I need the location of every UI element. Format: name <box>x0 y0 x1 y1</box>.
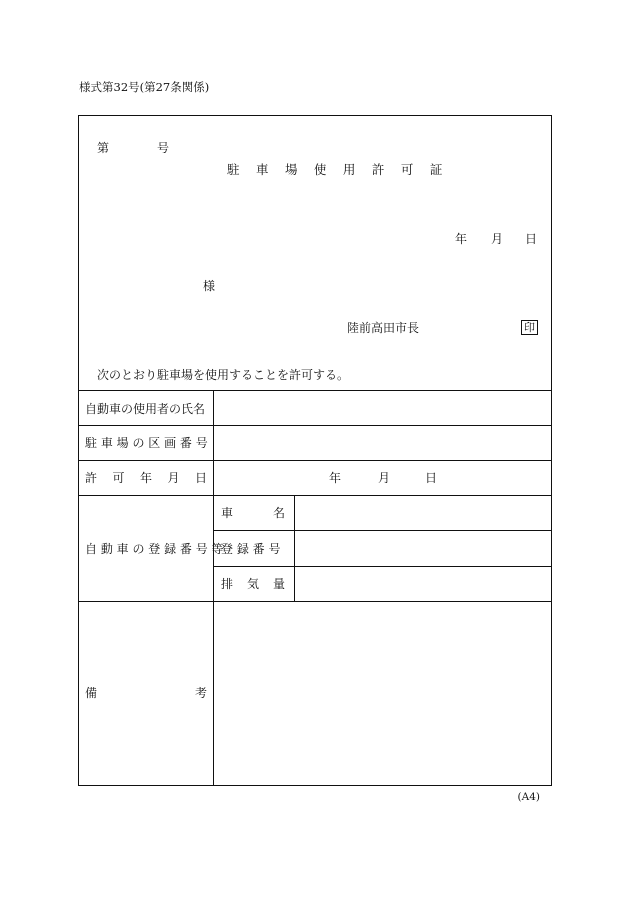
row-line <box>79 425 551 426</box>
sub-row-line <box>213 566 551 567</box>
row-line <box>79 460 551 461</box>
addressee-suffix: 様 <box>203 279 216 293</box>
user-name-field[interactable] <box>215 392 549 424</box>
issuer-name: 陸前高田市長 <box>347 321 420 335</box>
label-char: 量 <box>272 577 285 591</box>
label-char: 考 <box>194 686 207 700</box>
document-title: 駐 車 場 使 用 許 可 証 <box>227 162 449 177</box>
permit-statement: 次のとおり駐車場を使用することを許可する。 <box>97 368 350 382</box>
label-char: 日 <box>194 471 207 485</box>
label-char: 名 <box>272 506 285 520</box>
permit-date-label <box>85 472 207 484</box>
label-char: 年 <box>139 471 152 485</box>
label-char: 車 <box>221 506 234 520</box>
date-year: 年 <box>455 232 468 246</box>
paper-size-note: (A4) <box>517 791 540 803</box>
displacement-field[interactable] <box>296 568 549 600</box>
number-dai: 第 <box>97 141 110 155</box>
table-top-line <box>79 390 551 391</box>
label-char: 許 <box>85 471 98 485</box>
date-month: 月 <box>491 232 504 246</box>
permit-day: 日 <box>425 471 438 485</box>
registration-label: 自 動 車 の 登 録 番 号 等 <box>85 542 224 556</box>
date-day: 日 <box>525 232 538 246</box>
sub-row-line <box>213 530 551 531</box>
remarks-field[interactable] <box>215 603 549 783</box>
parking-section-field[interactable] <box>215 427 549 459</box>
sub-column-line <box>294 495 295 601</box>
car-name-label <box>221 507 285 519</box>
label-char: 可 <box>112 471 125 485</box>
label-char: 排 <box>221 577 234 591</box>
seal-label: 印 <box>521 320 538 335</box>
permit-month: 月 <box>378 471 391 485</box>
seal-mark <box>521 320 538 335</box>
label-char: 月 <box>167 471 180 485</box>
row-line <box>79 601 551 602</box>
label-column-line <box>213 390 214 785</box>
user-name-label: 自動車の使用者の氏名 <box>85 402 206 416</box>
row-line <box>79 495 551 496</box>
reg-number-field[interactable] <box>296 532 549 565</box>
form-number: 様式第32号(第27条関係) <box>79 80 210 94</box>
number-go: 号 <box>157 141 170 155</box>
reg-number-label: 登 録 番 号 <box>221 542 281 556</box>
car-name-field[interactable] <box>296 497 549 529</box>
displacement-label <box>221 578 285 590</box>
remarks-label <box>85 687 207 699</box>
label-char: 気 <box>246 577 259 591</box>
permit-form <box>78 115 552 786</box>
permit-year: 年 <box>329 471 342 485</box>
label-char: 備 <box>85 686 98 700</box>
parking-section-label: 駐 車 場 の 区 画 番 号 <box>85 436 208 450</box>
